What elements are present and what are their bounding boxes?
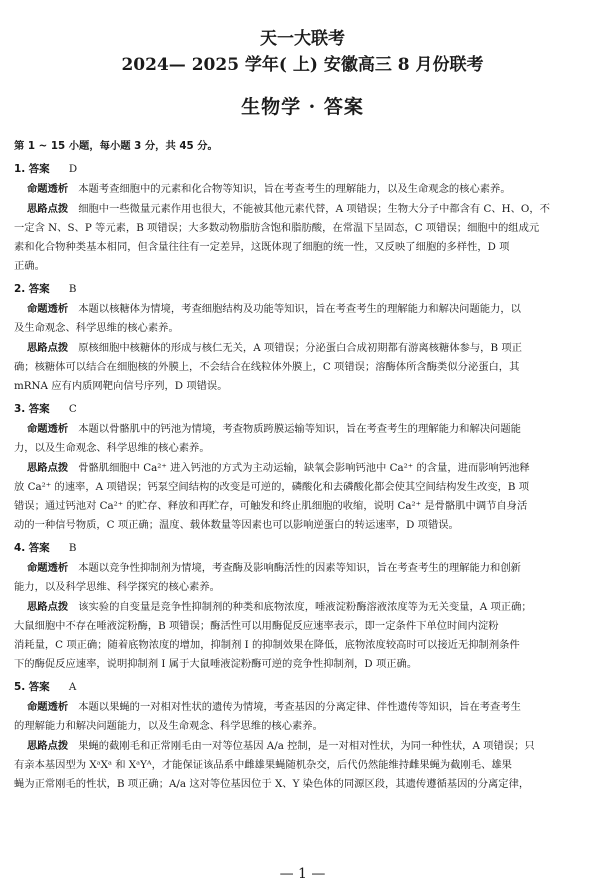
hint-label: 思路点拨 <box>27 740 69 752</box>
question-number: 5. <box>14 681 26 693</box>
hint-text: mRNA 应有内质网靶向信号序列，D 项错误。 <box>14 380 228 392</box>
answer-content <box>14 137 592 794</box>
answer-label: 答案 <box>28 403 50 415</box>
hint-text: 错误；通过钙池对 Ca²⁺ 的贮存、释放和再贮存，可触发和终止肌细胞的收缩，说明 Ca²⁺ 是骨骼肌中调节自身活 <box>14 500 528 512</box>
answer-line <box>14 539 592 558</box>
question-number: 4. <box>14 542 26 554</box>
analysis-line <box>14 698 592 717</box>
question-block-1 <box>14 160 592 276</box>
analysis-text: 本题考查细胞中的元素和化合物等知识，旨在考查考生的理解能力，以及生命观念的核心素养。 <box>78 183 511 195</box>
hint-text: 动的一种信号物质，C 项正确；温度、载体数量等因素也可以影响逆蛋白的转运速率，D 项错误。 <box>14 519 459 531</box>
hint-label: 思路点拨 <box>27 203 69 215</box>
hint-text: 该实验的自变量是竞争性抑制剂的种类和底物浓度，唾液淀粉酶溶液浓度等为无关变量，A 项正确； <box>78 601 532 613</box>
answer-line <box>14 280 592 299</box>
section-intro: 第 1 ~ 15 小题，每小题 3 分，共 45 分。 <box>14 140 218 152</box>
hint-text: 原核细胞中核糖体的形成与核仁无关，A 项错误；分泌蛋白合成初期都有游离核糖体参与，B 项正 <box>78 342 522 354</box>
analysis-text: 的理解能力和解决问题能力，以及生命观念、科学思维的核心素养。 <box>14 720 323 732</box>
answer-label: 答案 <box>28 163 50 175</box>
hint-text: 确；核糖体可以结合在细胞核的外膜上，不会结合在线粒体外膜上，C 项错误；溶酶体所含酶类似分泌蛋白，其 <box>14 361 520 373</box>
analysis-line <box>14 180 592 199</box>
analysis-label: 命题透析 <box>27 562 69 574</box>
exam-session-title: 2024— 2025 学年( 上) 安徽高三 8 月份联考 <box>121 55 484 75</box>
hint-text: 骨骼肌细胞中 Ca²⁺ 进入钙池的方式为主动运输，缺氧会影响钙池中 Ca²⁺ 的含量，进而影响钙池释 <box>78 462 530 474</box>
page-number: — 1 — <box>279 866 326 882</box>
answer-line <box>14 160 592 179</box>
answer-letter: C <box>68 403 77 415</box>
analysis-text: 力，以及生命观念、科学思维的核心素养。 <box>14 442 210 454</box>
hint-text: 放 Ca²⁺ 的速率，A 项错误；钙泵空间结构的改变是可逆的，磷酸化和去磷酸化都会使其空间结构发生改变，B 项 <box>14 481 530 493</box>
hint-line <box>14 200 592 219</box>
analysis-text: 及生命观念、科学思维的核心素养。 <box>14 322 179 334</box>
hint-text: 大鼠细胞中不存在唾液淀粉酶，B 项错误；酶活性可以用酶促反应速率表示，即一定条件下单位时间内淀粉 <box>14 620 499 632</box>
question-block-2 <box>14 280 592 396</box>
subject-title: 生物学 · 答案 <box>241 96 364 118</box>
question-number: 3. <box>14 403 26 415</box>
hint-text: 消耗量，C 项正确；随着底物浓度的增加，抑制剂 Ⅰ 的抑制效果在降低，底物浓度较高时可以接近无抑制剂条件 <box>14 639 520 651</box>
hint-text: 细胞中一些微量元素作用也很大，不能被其他元素代替，A 项错误；生物大分子中都含有 C、H、O，不 <box>78 203 550 215</box>
answer-letter: B <box>68 542 77 554</box>
hint-text: 果蝇的截刚毛和正常刚毛由一对等位基因 A/a 控制，是一对相对性状，为同一种性状，A 项错误；只 <box>78 740 535 752</box>
answer-letter: A <box>68 681 77 693</box>
hint-text: 蝇为正常刚毛的性状，B 项正确；A/a 这对等位基因位于 X、Y 染色体的同源区段，其遗传遵循基因的分离定律， <box>14 778 530 790</box>
question-number: 1. <box>14 163 26 175</box>
question-block-4 <box>14 539 592 674</box>
analysis-text: 本题以竞争性抑制剂为情境，考查酶及影响酶活性的因素等知识，旨在考查考生的理解能力和创新 <box>78 562 521 574</box>
hint-text: 一定含 N、S、P 等元素，B 项错误；大多数动物脂肪含饱和脂肪酸，在常温下呈固态，C 项错误；细胞中的组成元 <box>14 222 540 234</box>
hint-label: 思路点拨 <box>27 462 69 474</box>
hint-label: 思路点拨 <box>27 342 69 354</box>
analysis-text: 本题以果蝇的一对相对性状的遗传为情境，考查基因的分离定律、伴性遗传等知识，旨在考查考生 <box>78 701 521 713</box>
hint-text: 正确。 <box>14 260 45 272</box>
analysis-line <box>14 559 592 578</box>
hint-line <box>14 737 592 756</box>
question-block-3 <box>14 400 592 535</box>
hint-text: 有亲本基因型为 XᵃXᵃ 和 XᵃYᴬ，才能保证该品系中雌雄果蝇随机杂交，后代仍然能维持雌果蝇为截刚毛、雄果 <box>14 759 512 771</box>
hint-line <box>14 339 592 358</box>
answer-letter: D <box>68 163 78 175</box>
question-block-5 <box>14 678 592 794</box>
analysis-text: 本题以骨骼肌中的钙池为情境，考查物质跨膜运输等知识，旨在考查考生的理解能力和解决问题能 <box>78 423 521 435</box>
analysis-text: 本题以核糖体为情境，考查细胞结构及功能等知识，旨在考查考生的理解能力和解决问题能力，以 <box>78 303 521 315</box>
analysis-text: 能力，以及科学思维、科学探究的核心素养。 <box>14 581 220 593</box>
analysis-label: 命题透析 <box>27 303 69 315</box>
analysis-label: 命题透析 <box>27 701 69 713</box>
analysis-line <box>14 300 592 319</box>
analysis-label: 命题透析 <box>27 423 69 435</box>
hint-line <box>14 459 592 478</box>
answer-line <box>14 678 592 697</box>
exam-org-title: 天一大联考 <box>260 29 345 49</box>
analysis-label: 命题透析 <box>27 183 69 195</box>
answer-label: 答案 <box>28 283 50 295</box>
answer-line <box>14 400 592 419</box>
answer-letter: B <box>68 283 77 295</box>
hint-label: 思路点拨 <box>27 601 69 613</box>
analysis-line <box>14 420 592 439</box>
hint-text: 素和化合物种类基本相同，但含量往往有一定差异，这既体现了细胞的统一性，又反映了细胞的多样性，D 项 <box>14 241 510 253</box>
question-number: 2. <box>14 283 26 295</box>
hint-line <box>14 598 592 617</box>
answer-label: 答案 <box>28 681 50 693</box>
hint-text: 下的酶促反应速率，说明抑制剂 Ⅰ 属于大鼠唾液淀粉酶可逆的竞争性抑制剂，D 项正确。 <box>14 658 418 670</box>
answer-label: 答案 <box>28 542 50 554</box>
